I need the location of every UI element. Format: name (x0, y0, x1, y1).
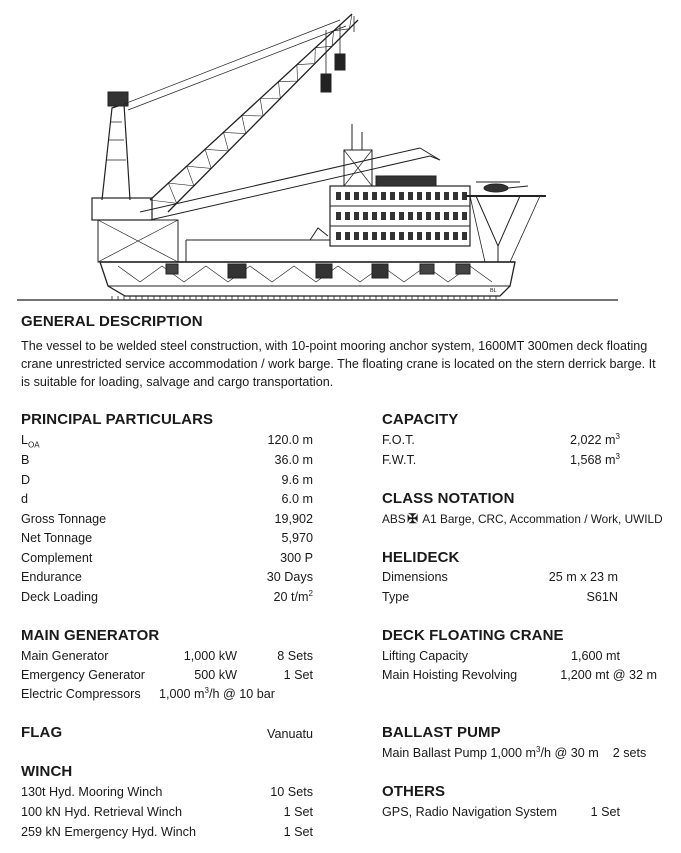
ballast-pump-heading: BALLAST PUMP (382, 724, 501, 741)
helideck-row (382, 568, 618, 586)
capacity-label: F.W.T. (382, 453, 417, 467)
capacity-value: 1,568 $m^3$ (570, 451, 620, 467)
crane-label: Lifting Capacity (382, 649, 469, 663)
winch-label: 100 kN Hyd. Retrieval Winch (21, 805, 182, 819)
particular-value: 36.0 m (274, 453, 313, 467)
deck-floating-crane-heading: DECK FLOATING CRANE (382, 627, 564, 644)
compressor-value: 1,000 $m^3/h$ @ 10 bar (159, 685, 275, 701)
crane-value: 1,200 mt @ 32 m (560, 668, 657, 682)
generator-label: Main Generator (21, 649, 109, 663)
ballast-text: Main Ballast Pump 1,000 $m^3/h$ @ 30 m 2 sets (382, 744, 647, 760)
winch-row (21, 783, 313, 801)
particular-row (21, 549, 313, 567)
loa-value: 120.0 m (267, 433, 313, 447)
particular-label: Complement (21, 551, 93, 565)
particular-row (21, 471, 313, 489)
particular-value: 5,970 (281, 531, 313, 545)
generator-qty: 8 Sets (277, 649, 313, 663)
generator-row (21, 647, 313, 665)
particular-value: 19,902 (274, 512, 313, 526)
capacity-label: F.O.T. (382, 433, 415, 447)
particular-label: d (21, 492, 29, 506)
particular-label: B (21, 453, 30, 467)
particular-value: 9.6 m (281, 473, 313, 487)
flag-row (21, 725, 313, 743)
helideck-label: Type (382, 590, 410, 604)
deck-loading-label: Deck Loading (21, 590, 99, 604)
particular-row (21, 529, 313, 547)
winch-row (21, 803, 313, 821)
winch-qty: 1 Set (283, 805, 313, 819)
generator-row (21, 666, 313, 684)
winch-qty: 10 Sets (270, 785, 313, 799)
generator-power: 1,000 kW (183, 649, 237, 663)
generator-power: 500 kW (194, 668, 237, 682)
particular-row (21, 451, 313, 469)
capacity-row (382, 431, 620, 449)
helideck-row (382, 588, 618, 606)
vessel-profile-drawing (0, 0, 681, 305)
crane-row (382, 647, 620, 665)
compressor-label: Electric Compressors (21, 687, 141, 701)
crane-value: 1,600 mt (570, 649, 620, 663)
generator-qty: 1 Set (283, 668, 313, 682)
general-description-text: The vessel to be welded steel construction, with 10-point mooring anchor system, 1600MT 300men deck floating crane unrestricted service accommodation / work barge. The floating crane is located on the stern derrick barge. It is suitable for loading, salvage and cargo transportation. (21, 339, 656, 389)
deck-loading-value: 20 $t/m^2$ (273, 588, 313, 604)
helideck-value: S61N (586, 590, 618, 604)
winch-label: 259 kN Emergency Hyd. Winch (21, 825, 196, 839)
capacity-heading: CAPACITY (382, 411, 459, 428)
crane-label: Main Hoisting Revolving (382, 668, 518, 682)
particular-row (21, 490, 313, 508)
principal-particulars-heading: PRINCIPAL PARTICULARS (21, 411, 214, 428)
capacity-value: 2,022 $m^3$ (570, 431, 620, 447)
others-label: GPS, Radio Navigation System (382, 805, 557, 819)
class-notation-text: ABS ✠ A1 Barge, CRC, Accommation / Work, UWILD (382, 511, 663, 526)
flag-value: Vanuatu (267, 727, 313, 741)
particular-value: 30 Days (266, 570, 313, 584)
flag-heading: FLAG (21, 724, 63, 741)
deck-loading-row (21, 588, 313, 606)
particular-label: Gross Tonnage (21, 512, 107, 526)
class-notation-heading: CLASS NOTATION (382, 490, 515, 507)
compressor-row (21, 685, 321, 703)
winch-label: 130t Hyd. Mooring Winch (21, 785, 163, 799)
capacity-row (382, 451, 620, 469)
generator-label: Emergency Generator (21, 668, 145, 682)
winch-heading: WINCH (21, 763, 73, 780)
loa-label: $L_{OA}$ (21, 433, 40, 450)
particular-label: Endurance (21, 570, 82, 584)
particular-label: D (21, 473, 31, 487)
winch-row (21, 823, 313, 841)
particular-value: 6.0 m (281, 492, 313, 506)
others-qty: 1 Set (590, 805, 620, 819)
particular-row (21, 568, 313, 586)
others-heading: OTHERS (382, 783, 446, 800)
crane-row (382, 666, 657, 684)
particular-value: 300 P (280, 551, 313, 565)
class-notation-row (382, 510, 678, 528)
baseline-label: BL (490, 288, 497, 294)
winch-qty: 1 Set (283, 825, 313, 839)
particular-row (21, 510, 313, 528)
loa-row (21, 431, 313, 449)
particular-label: Net Tonnage (21, 531, 93, 545)
ballast-row (382, 744, 672, 762)
others-row (382, 803, 620, 821)
helideck-value: 25 m x 23 m (548, 570, 618, 584)
maltese-cross-icon: ✠ (407, 511, 419, 526)
helideck-heading: HELIDECK (382, 549, 460, 566)
general-description-heading: GENERAL DESCRIPTION (21, 313, 203, 330)
helideck-label: Dimensions (382, 570, 448, 584)
main-generator-heading: MAIN GENERATOR (21, 627, 160, 644)
